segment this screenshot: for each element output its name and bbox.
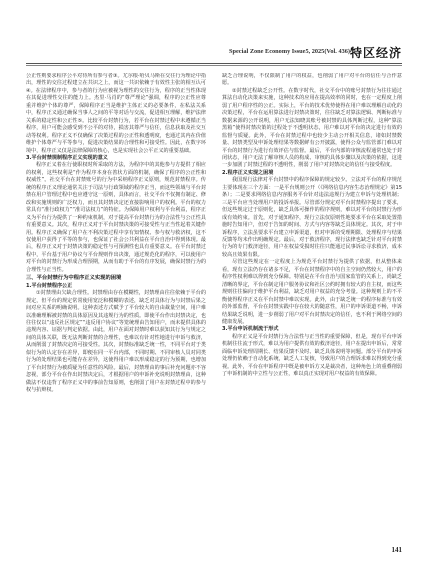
body-paragraph: 程序正义是平台封禁行为合法性与正当性的重要保障，但是，现有平台申诉机制往往流于形式，难以为用户提供有效的救济途径，用户在提出申诉后，常常面临申诉处理周期长、结果反馈不及时、缺乏具体说明等问题。部分平台的申诉处理仍依赖于自动化系统，缺乏人工复核，导致用户的合理诉求难以得到充分重视。此外，平台在申诉程序中既是被申诉方又是裁决者，这种角色上的重叠削弱了申诉机制的中立性与公正性，难以真正实现对用户权益的有效保障。 — [222, 333, 402, 378]
journal-logo: 特区经济 — [349, 46, 402, 60]
section-heading: 三、平台封禁行为中程序正义实现的困境 — [26, 275, 122, 282]
header-rule-thin — [26, 65, 402, 66]
body-paragraph: 尽管这些规定在一定程度上为规范平台封禁行为提供了依据，但从整体来看，现有立法仍存在诸多不足，平台在封禁程序中的自主空间仍然较大，用户的程序性权利难以得到充分保障。特别是在平台自治与国家监管的关系上，尚缺乏清晰的界定，平台在制定用户服务协议和社区公约时拥有较大的自主权，而这些规则往往偏向于维护平台利益，缺乏对用户权益的充分考量。这种规则上的不平衡使得程序正义在平台封禁中难以实现。此外，由于缺乏统一的程序标准与有效的外部监督，平台在封禁实践中存在较大的随意性，用户的申诉渠道不畅，申诉结果缺乏说明，进一步削弱了用户对平台封禁决定的信任，也不利于网络空间的健康发展。 — [222, 259, 402, 325]
journal-issue-info: Special Zone Economy Issue5, 2025(Vol. 436) — [229, 48, 350, 55]
page-header — [26, 44, 402, 62]
header-rule — [26, 63, 402, 64]
right-column — [222, 73, 402, 541]
body-paragraph: 缺乏合理说明，不仅限制了用户的权益，也削弱了用户对平台的信任与合作意愿。 — [222, 73, 402, 87]
subsection-heading: 1.平台封禁程序公正 — [26, 282, 73, 289]
body-paragraph: 程序正义着在行使职权时所采取的方法，为程序中的其他参与方提供了相应的权利，这些权利是“作为程序本身在善状方面的机制，确保了程序的公正性和权威性”。社交平台在封禁账号的行为中采纳程序正义原则，规范封禁程序。传统的程序正义理论通常关注于司法与行政领域的程序正当，而这些领域与平台封禁在用户管理过程中也应遵守这一原则，具体而言，社交平台不仅拥有制定、修改和实施规则的广泛权力，而且其封禁决定还直接影响用户的权利。平台的权力常具有“准行政权力”“准司法权力”的特征。为保障用户权利与平台利益，程序正义为平台行为提供了一种约束机制，对于提高平台封禁行为的合法性与公正性具有重要意义。其次，程序正义对于平台封禁决策的可接受性与正当性起着关键作用。程序正义确保了用户在不利决策过程中享有知情权、参与权与救济权，这不仅使用户获得了平等的参与，也保证了社会公共利益在平台自治中得到体现。最后，程序正义对于封禁决策的稳定性与可预测性也具有重要意义。在平台封禁过程中，平台基于用户协议与平台规则作出决策，通过规范化的程序，可以使用户对平台的封禁行为形成合理预期，从而有助于平台的有序发展，确保封禁行为的合理性与正当性。 — [26, 162, 206, 273]
left-column — [26, 73, 206, 541]
body-paragraph: ①封禁理由欠缺合理性。封禁理由存在模糊性，封禁理由往往依赖于平台的规定，但平台的规定常常使用宽泛和模糊的表述，缺乏对具体行为与封禁后果之间对应关系的明确说明。这种表述方式赋予了平台较大的自由裁量空间，用户难以准确理解被封禁的具体原因及其违规行为的性质。即使平台作出封禁决定，也往往仅以“违反社区规定”“违反用户协议”等笼统理由告知用户，而未提供具体的违规内容、证据与判定依据。由此，用户在面对封禁时难以获知其行为与规定之间的具体关联，既无法判断封禁的合理性，也难以有针对性地进行申诉与救济，从而削弱了封禁决定的可接受性。其次，封禁标准缺乏统一性，不同平台对于类似行为的认定存在差异，即便在同一平台内部，不同时期、不同审核人员对同类行为的处理结果也可能存在差异，这使得用户难以形成稳定的行为预期，也增加了平台封禁行为被质疑为任意性的风险。最后，封禁理由的事后补充问题亦不容忽视，部分平台在作出封禁决定后，才根据用户的申诉补充说明封禁理由，这种做法不仅违背了程序正义中的事前告知原则，也削弱了用户在封禁过程中的参与权与抗辩权。 — [26, 290, 206, 394]
subsection-heading: 2.程序正义实现之困境 — [222, 169, 274, 176]
page-number: 141 — [391, 546, 402, 554]
body-paragraph: ②封禁过程缺乏公开性。在数字时代，社交平台中的账号封禁行为往往通过算法自动化决策来实施，这种技术的应用在提高效率的同时，也在一定程度上削弱了用户程序性的公正。实际上，平台的技术优势使得在用户难以理解自动化的决策过程，平台在运用算法进行封禁决策时，往往缺乏对算法逻辑、判断标准与数据来源的公开说明，用户无法知晓其账号被封禁的具体判断过程，这种“算法黑箱”使得封禁决策的过程处于不透明状态，用户难以对平台的决定进行有效的监督与质疑。此外，平台在封禁过程中也较少主动公开相关信息，诸如封禁数量、封禁类型及申诉处理结果等数据鲜有公开披露，使得公众与监管部门难以对平台的封禁行为进行有效评估与监督。最后，平台内部的审核流程通常也处于封闭状态，用户无法了解审核人员的构成、审核的具体步骤以及决策的依据，这进一步加剧了封禁过程的不透明性，削弱了用户对封禁决定的信任与接受程度。 — [222, 87, 402, 169]
body-paragraph: 公正性则要求程序公平对待所有参与者③。尤尔根·哈贝马斯在交往行为理论中指出，理性的交往过程建立在共识之上，而这一共识依赖于有效性主张的相互认可④。在法律程序中，参与者的行为应被视为理性的交往行为，程序的正当性体现在其促进理性交往的能力上。杰里·马肖的“尊严理论”强调，程序的公正性应尊重并维护个体的尊严，保障程序正当是维护主体正义的必要条件，在私法关系中，程序正义通过确保当事人之间的平等对话与交流，促进相互理解，维护法律关系的稳定性和公正性⑤。比较平台封禁行为，若平台在封禁过程中未遵循正当程序，用户可能会感受到不公平的对待，损害其尊严与信任，信息获取及社交互动等权利。程序正义不仅确保了决策过程的公正性和透明度，也通过其内在价值维护个体尊严与平等参与，促进决策结果的合理性和可接受性。因此，在数字环境中，程序正义仅是法律保障的核心，也是实现社会公平正义的重要基础。 — [26, 73, 206, 154]
subsection-heading: 3.平台申诉机制流于形式 — [222, 326, 279, 333]
body-paragraph: 我国现行法律对平台封禁中的程序保障的规定较少。立法对平台的程序规范主要体现在三个方面：一是平台规则公开（《网络信息内容生态治理规定》第15条）；二是要求网络信息内容服务平台针对违法违规行为建立申诉与处理机制；三是平台应当处理用户的投诉举报。尽管部分规定对平台封禁程序提出了要求，但这些规定过于原则化，缺乏具体可操作的程序规则，难以对平台的封禁行为形成有效约束。首先，对于通知程序，现行立法仅原则性地要求平台在采取处置措施时告知用户，但对于告知的时间、方式与内容等缺乏具体规定。其次，对于申诉程序，立法虽要求平台建立申诉渠道，但对申诉的受理期限、处理程序与结果反馈等均未作出明确规定。最后，对于救济程序，现行法律也缺乏针对平台封禁行为的专门救济途径，用户在权益受损时往往只能通过民事诉讼寻求救济，成本较高且效果有限。 — [222, 177, 402, 258]
subsection-heading: 3.平台封禁规制程序正义实现的意义 — [26, 154, 108, 161]
